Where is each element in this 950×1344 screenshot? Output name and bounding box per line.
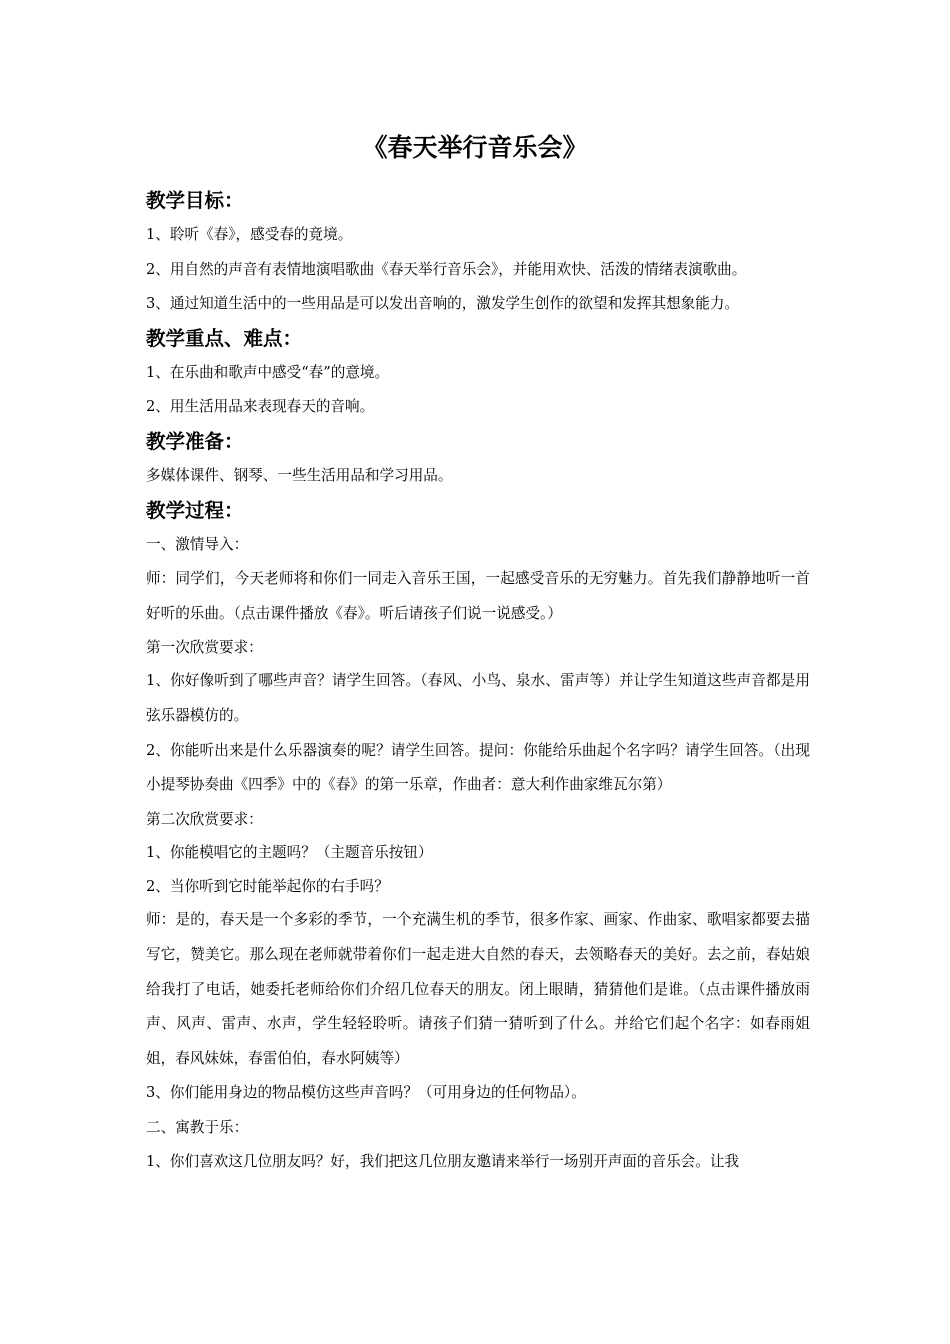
process-paragraph: 师：是的，春天是一个多彩的季节，一个充满生机的季节，很多作家、画家、作曲家、歌唱家都要去描写它，赞美它。那么现在老师就带着你们一起走进大自然的春天，去领略春天的美好。去之前，春姑娘给我打了电话，她委托老师给你们介绍几位春天的朋友。闭上眼睛，猜猜他们是谁。（点击课件播放雨声、风声、雷声、水声，学生轻轻聆听。请孩子们猜一猜听到了什么。并给它们起个名字：如春雨姐姐，春风妹妹，春雷伯伯，春水阿姨等） [146,911,810,1067]
process-paragraph: 3、你们能用身边的物品模仿这些声音吗？（可用身边的任何物品）。 [146,1084,586,1102]
key-point-item: 2、用生活用品来表现春天的音响。 [146,398,375,416]
process-paragraph: 1、你能模唱它的主题吗？（主题音乐按钮） [146,843,433,861]
objective-item: 1、聆听《春》，感受春的竟境。 [146,226,353,243]
heading-preparation: 教学准备： [146,429,244,453]
objective-item: 3、通过知道生活中的一些用品是可以发出音响的，激发学生创作的欲望和发挥其想象能力。 [146,295,740,313]
process-paragraph: 2、你能听出来是什么乐器演奏的呢？请学生回答。提问：你能给乐曲起个名字吗？请学生回答。（出现小提琴协奏曲《四季》中的《春》的第一乐章，作曲者：意大利作曲家维瓦尔第） [146,741,810,794]
preparation-item: 多媒体课件、钢琴、一些生活用品和学习用品。 [146,466,453,484]
document-title: 《春天举行音乐会》 [362,133,588,162]
heading-process: 教学过程： [146,498,244,522]
process-paragraph: 2、当你听到它时能举起你的右手吗？ [146,878,389,896]
document-body [146,184,810,1180]
process-paragraph: 1、你好像听到了哪些声音？请学生回答。（春风、小鸟、泉水、雷声等）并让学生知道这些声音都是用弦乐器模仿的。 [146,672,810,724]
heading-key-points: 教学重点、难点： [146,326,303,350]
objective-item: 2、用自然的声音有表情地演唱歌曲《春天举行音乐会》，并能用欢快、活泼的情绪表演歌曲。 [146,260,747,278]
process-paragraph: 第二次欣赏要求： [146,810,263,828]
process-paragraph: 一、激情导入： [146,535,249,553]
process-paragraph: 师：同学们，今天老师将和你们一同走入音乐王国，一起感受音乐的无穷魅力。首先我们静静地听一首好听的乐曲。（点击课件播放《春》。听后请孩子们说一说感受。） [146,570,810,622]
key-point-item: 1、在乐曲和歌声中感受“春”的意境。 [146,363,390,381]
process-paragraph: 第一次欣赏要求： [146,639,263,657]
process-paragraph: 二、寓教于乐： [146,1118,249,1136]
heading-objectives: 教学目标： [146,189,244,212]
process-paragraph: 1、你们喜欢这几位朋友吗？好，我们把这几位朋友邀请来举行一场别开声面的音乐会。让我 [146,1153,740,1171]
